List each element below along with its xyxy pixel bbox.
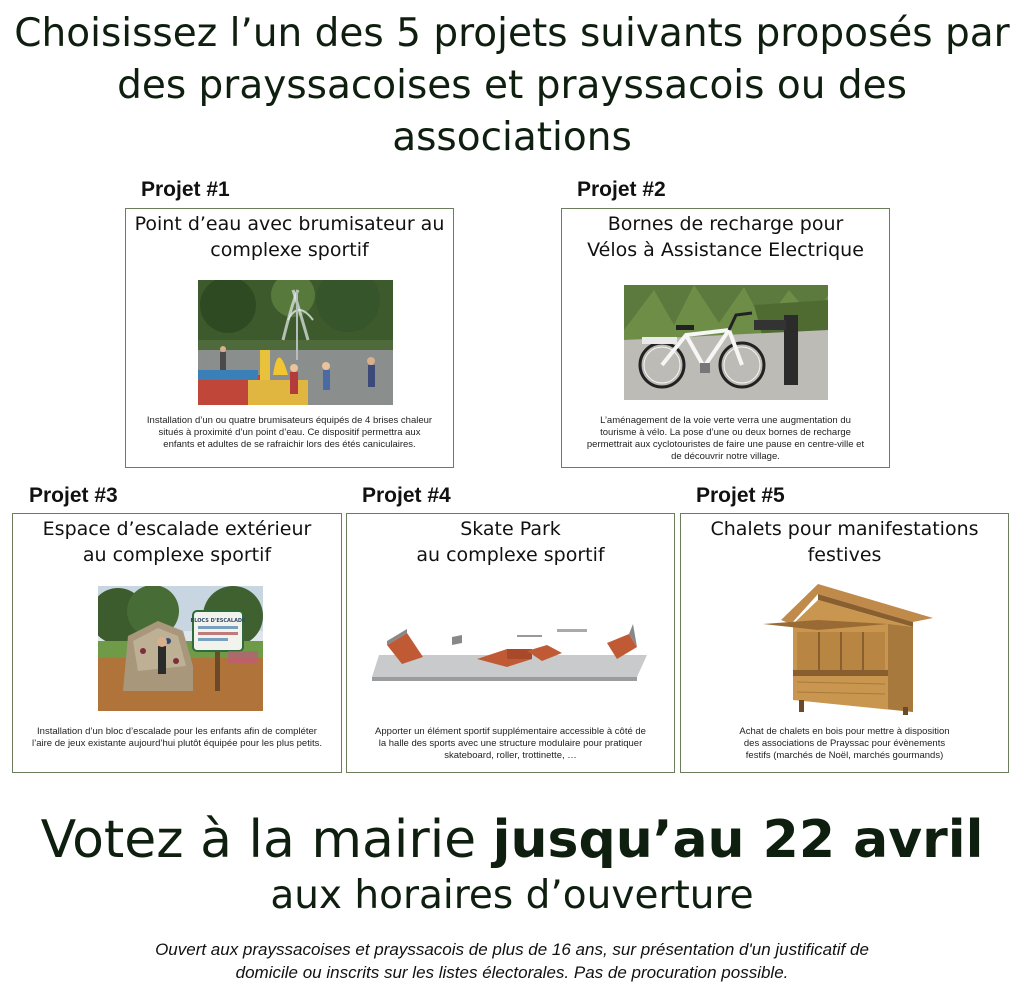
project-1-label: Projet #1 [141, 178, 230, 201]
project-5-description [687, 726, 1002, 762]
climbing-sign-text: BLOCS D'ESCALADE [190, 618, 246, 624]
project-2-title [562, 211, 889, 263]
project-3-label: Projet #3 [29, 484, 118, 507]
project-1-card[interactable] [125, 208, 454, 468]
project-4-desc-line-3: skateboard, roller, trottinette, … [444, 750, 577, 761]
project-2-desc-line-4: de découvrir notre village. [671, 451, 780, 462]
project-5-title-line-2: festives [807, 544, 882, 566]
project-5-desc-line-2: des associations de Prayssac pour évènements [743, 738, 946, 749]
project-4-title-line-2: au complexe sportif [416, 544, 605, 566]
skate-park-render [367, 619, 657, 689]
project-1-desc-line-1: Installation d’un ou quatre brumisateurs équipés de 4 brises chaleur [146, 415, 433, 426]
project-1-title-line-1: Point d’eau avec brumisateur au [134, 213, 445, 235]
project-1-title-line-2: complexe sportif [210, 239, 369, 261]
project-4-description [353, 726, 668, 762]
title-line-1: Choisissez l’un des 5 projets suivants proposés par [14, 11, 1010, 56]
project-1-desc-line-2: situés à proximité d’un point d’eau. Ce dispositif permettra aux [158, 427, 421, 438]
vote-headline [0, 808, 1024, 872]
wooden-chalet-photo [763, 582, 933, 717]
project-5-title-line-1: Chalets pour manifestations [710, 518, 979, 540]
project-3-title [13, 516, 341, 568]
project-3-title-line-1: Espace d’escalade extérieur [42, 518, 312, 540]
project-2-label: Projet #2 [577, 178, 666, 201]
water-mist-playground-photo [198, 280, 393, 405]
ebike-charging-station-photo [624, 285, 828, 400]
project-5-desc-line-3: festifs (marchés de Noël, marchés gourmands) [745, 750, 944, 761]
vote-hours: aux horaires d’ouverture [270, 873, 754, 918]
vote-deadline: jusqu’au 22 avril [492, 810, 984, 870]
project-2-title-line-2: Vélos à Assistance Electrique [587, 239, 864, 261]
project-3-desc-line-2: l’aire de jeux existante aujourd’hui plutôt équipée pour les plus petits. [32, 738, 322, 749]
project-1-description [132, 415, 447, 451]
project-2-card[interactable] [561, 208, 890, 468]
project-3-title-line-2: au complexe sportif [82, 544, 272, 566]
project-3-description [19, 726, 335, 750]
vote-prefix: Votez à la mairie [40, 810, 493, 870]
project-1-title [126, 211, 453, 263]
project-5-desc-line-1: Achat de chalets en bois pour mettre à disposition [739, 726, 950, 737]
project-2-desc-line-3: permettrait aux cyclotouristes de faire une pause en centre-ville et [586, 439, 865, 450]
project-1-desc-line-3: enfants et adultes de se rafraichir lors des étés caniculaires. [163, 439, 416, 450]
eligibility-note [0, 938, 1024, 984]
note-line-1: Ouvert aux prayssacoises et prayssacois de plus de 16 ans, sur présentation d'un justificatif de [155, 940, 869, 959]
project-2-desc-line-1: L’aménagement de la voie verte verra une augmentation du [600, 415, 851, 426]
project-2-description [568, 415, 883, 463]
project-3-desc-line-1: Installation d’un bloc d’escalade pour les enfants afin de compléter [37, 726, 317, 737]
project-2-title-line-1: Bornes de recharge pour [607, 213, 844, 235]
project-3-card[interactable] [12, 513, 342, 773]
project-4-card[interactable] [346, 513, 675, 773]
project-4-desc-line-1: Apporter un élément sportif supplémentaire accessible à côté de [375, 726, 646, 737]
title-line-2: des prayssacoises et prayssacois ou des [117, 63, 907, 108]
climbing-block-photo [98, 586, 263, 711]
project-4-title [347, 516, 674, 568]
page-title [0, 8, 1024, 164]
project-5-card[interactable] [680, 513, 1009, 773]
project-4-desc-line-2: la halle des sports avec une structure modulaire pour pratiquer [378, 738, 643, 749]
note-line-2: domicile ou inscrits sur les listes électorales. Pas de procuration possible. [235, 963, 789, 982]
project-4-title-line-1: Skate Park [460, 518, 561, 540]
title-line-3: associations [392, 115, 632, 160]
project-5-title [681, 516, 1008, 568]
project-4-label: Projet #4 [362, 484, 451, 507]
project-2-desc-line-2: tourisme à vélo. La pose d’une ou deux bornes de recharge [600, 427, 851, 438]
project-5-label: Projet #5 [696, 484, 785, 507]
